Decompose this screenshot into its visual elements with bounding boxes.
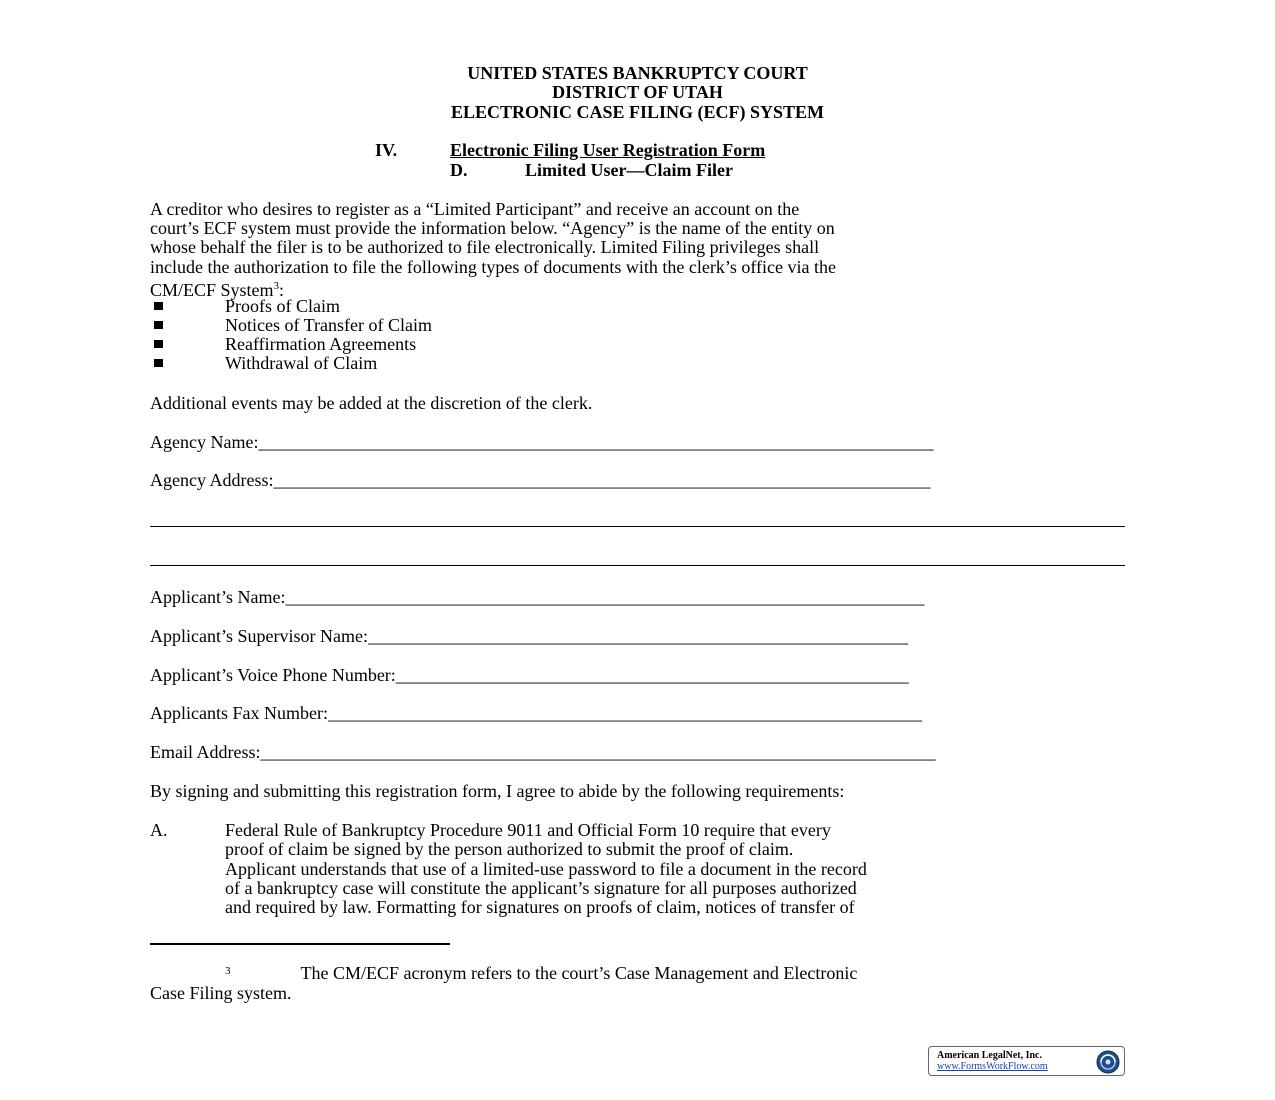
voice-phone-field[interactable]: Applicant’s Voice Phone Number:_________________________________________________________ <box>150 666 909 685</box>
intro-line: whose behalf the filer is to be authorized to file electronically. Limited Filing privileges shall <box>150 237 820 258</box>
publisher-logo[interactable] <box>928 1046 1125 1076</box>
list-item-label: Notices of Transfer of Claim <box>225 315 432 335</box>
intro-line: include the authorization to file the following types of documents with the clerk’s office via the <box>150 256 836 277</box>
additional-events-note: Additional events may be added at the discretion of the clerk. <box>150 393 593 413</box>
intro-line: A creditor who desires to register as a “Limited Participant” and receive an account on the <box>150 199 800 219</box>
globe-icon <box>1095 1049 1121 1075</box>
publisher-name: American LegalNet, Inc. <box>937 1050 1042 1061</box>
section-number: IV. <box>375 140 398 160</box>
requirement-text <box>225 821 1125 917</box>
footnote-marker: 3 <box>225 965 231 977</box>
footnote-line: The CM/ECF acronym refers to the court’s Case Management and Electronic <box>300 963 858 983</box>
requirement-line: of a bankruptcy case will constitute the applicant’s signature for all purposes authorized <box>225 877 857 898</box>
list-item-label: Withdrawal of Claim <box>225 353 378 373</box>
intro-line: court’s ECF system must provide the information below. “Agency” is the name of the entity on <box>150 218 835 239</box>
publisher-link[interactable]: www.FormsWorkFlow.com <box>937 1061 1048 1072</box>
court-name: UNITED STATES BANKRUPTCY COURT <box>467 63 808 83</box>
fax-number-field[interactable]: Applicants Fax Number:__________________________________________________________________ <box>150 704 922 723</box>
square-bullet-icon <box>154 321 163 329</box>
requirement-line: Applicant understands that use of a limited-use password to file a document in the record <box>225 858 867 879</box>
requirement-label: A. <box>150 820 168 840</box>
footnote-line: Case Filing system. <box>150 983 292 1003</box>
email-address-field[interactable]: Email Address:___________________________________________________________________________ <box>150 743 936 762</box>
intro-last-text: CM/ECF System <box>150 279 274 300</box>
footnote-ref: 3 <box>273 279 280 292</box>
subsection-title: Limited User—Claim Filer <box>525 160 733 180</box>
agreement-statement: By signing and submitting this registration form, I agree to abide by the following requirements: <box>150 781 845 801</box>
section-title: Electronic Filing User Registration Form <box>450 140 766 160</box>
agency-address-line-2[interactable] <box>150 526 1125 527</box>
square-bullet-icon <box>154 359 163 367</box>
subsection-letter: D. <box>450 160 468 180</box>
list-item-label: Proofs of Claim <box>225 296 340 316</box>
intro-paragraph <box>150 200 1140 300</box>
square-bullet-icon <box>154 302 163 310</box>
supervisor-name-field[interactable]: Applicant’s Supervisor Name:____________________________________________________________ <box>150 627 908 646</box>
requirement-line: Federal Rule of Bankruptcy Procedure 9011 and Official Form 10 require that every <box>225 820 831 840</box>
list-item-label: Reaffirmation Agreements <box>225 334 417 354</box>
requirement-line: proof of claim be signed by the person authorized to submit the proof of claim. <box>225 839 794 860</box>
footnote <box>150 963 857 1003</box>
requirement-line: and required by law. Formatting for signatures on proofs of claim, notices of transfer of <box>225 897 855 918</box>
footnote-divider <box>150 943 450 945</box>
system-name: ELECTRONIC CASE FILING (ECF) SYSTEM <box>450 102 825 122</box>
agency-address-field[interactable]: Agency Address:_________________________________________________________________________ <box>150 471 931 490</box>
agency-name-field[interactable]: Agency Name:___________________________________________________________________________ <box>150 433 934 452</box>
intro-last-colon: : <box>279 279 285 300</box>
agency-address-line-3[interactable] <box>150 565 1125 566</box>
district-name: DISTRICT OF UTAH <box>552 82 723 102</box>
applicant-name-field[interactable]: Applicant’s Name:_______________________________________________________________________ <box>150 588 925 607</box>
square-bullet-icon <box>154 340 163 348</box>
